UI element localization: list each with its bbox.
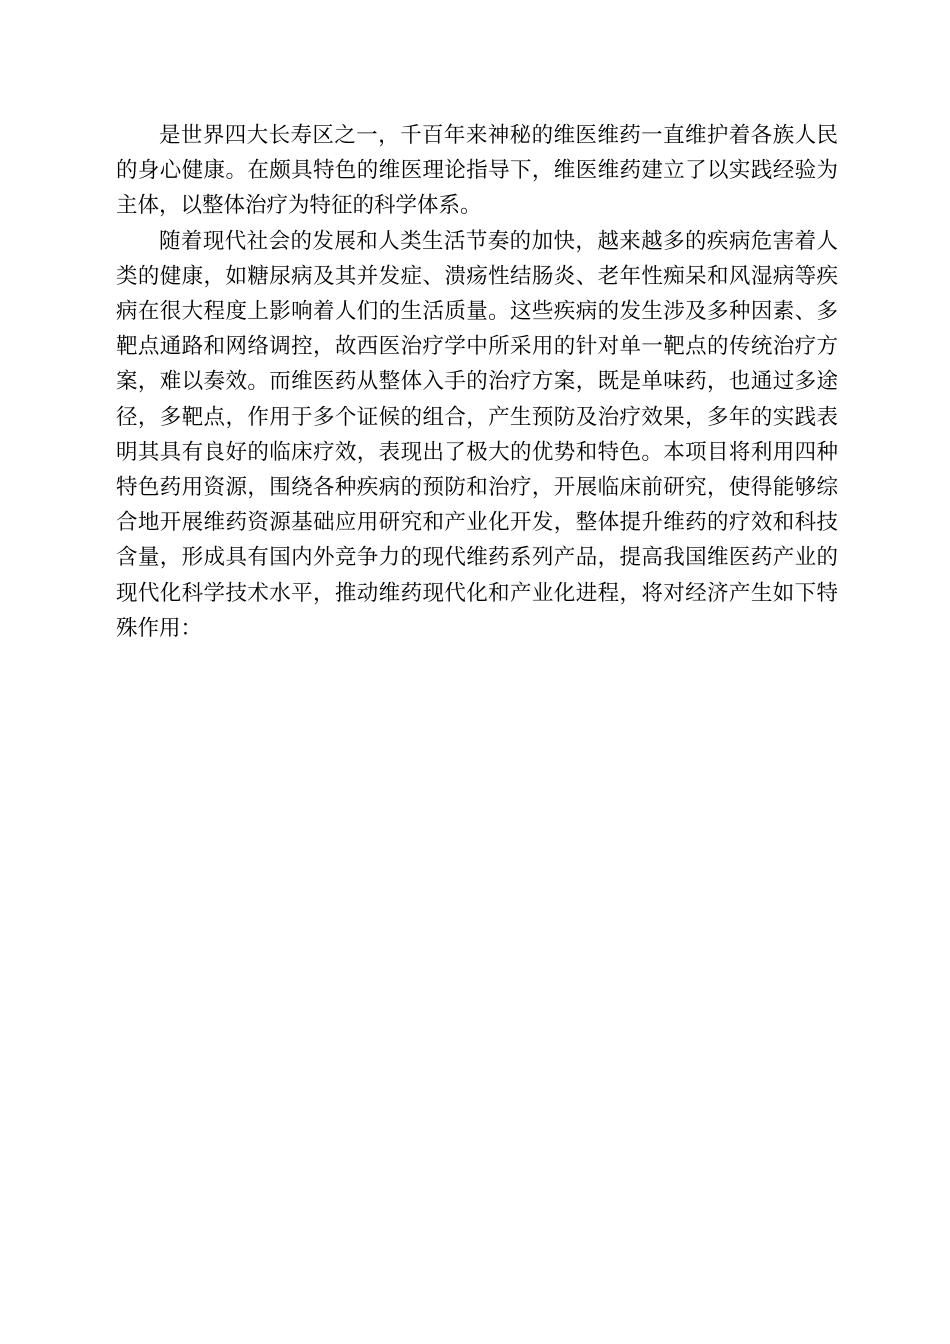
paragraph-project-significance: 随着现代社会的发展和人类生活节奏的加快，越来越多的疾病危害着人类的健康，如糖尿病及其并发症、溃疡性结肠炎、老年性痴呆和风湿病等疾病在很大程度上影响着人们的生活质量。这些疾病的发生涉及多种因素、多靶点通路和网络调控，故西医治疗学中所采用的针对单一靶点的传统治疗方案，难以奏效。而维医药从整体入手的治疗方案，既是单味药，也通过多途径，多靶点，作用于多个证候的组合，产生预防及治疗效果，多年的实践表明其具有良好的临床疗效，表现出了极大的优势和特色。本项目将利用四种特色药用资源，围绕各种疾病的预防和治疗，开展临床前研究，使得能够综合地开展维药资源基础应用研究和产业化开发，整体提升维药的疗效和科技含量，形成具有国内外竞争力的现代维药系列产品，提高我国维医药产业的现代化科学技术水平，推动维药现代化和产业化进程，将对经济产生如下特殊作用： bbox=[116, 228, 838, 641]
paragraph-longevity-region: 是世界四大长寿区之一，千百年来神秘的维医维药一直维护着各族人民的身心健康。在颇具特色的维医理论指导下，维医维药建立了以实践经验为主体，以整体治疗为特征的科学体系。 bbox=[116, 123, 838, 219]
document-body bbox=[116, 118, 838, 646]
